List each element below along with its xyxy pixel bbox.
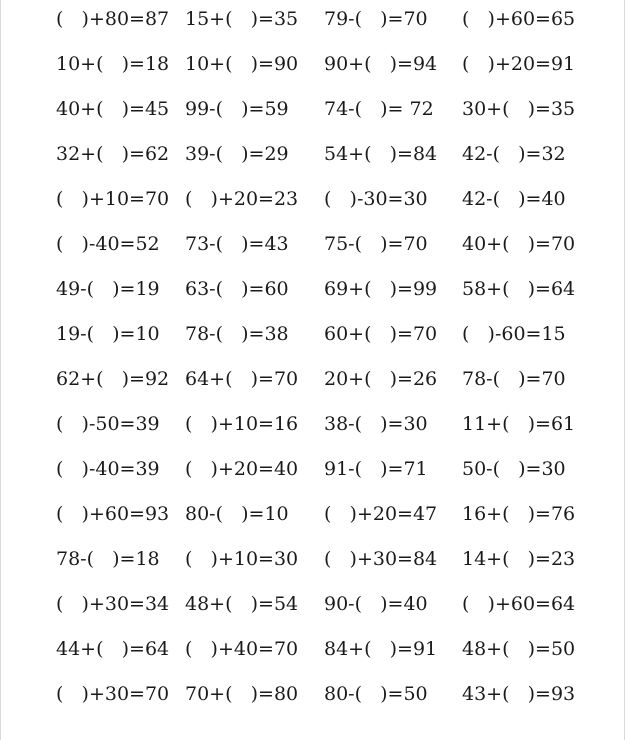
math-problem: ( )+60=64: [462, 593, 576, 615]
math-problem: 16+( )=76: [462, 503, 576, 525]
problem-row: [0, 267, 625, 312]
math-problem: 99-( )=59: [185, 98, 289, 120]
math-problem: ( )+80=87: [56, 8, 170, 30]
math-problem: 10+( )=18: [56, 53, 170, 75]
math-problem: 30+( )=35: [462, 98, 576, 120]
math-problem: ( )+10=16: [185, 413, 299, 435]
math-problem: 43+( )=93: [462, 683, 576, 705]
math-problem: 69+( )=99: [324, 278, 438, 300]
problem-row: [0, 672, 625, 717]
math-problem: 74-( )= 72: [324, 98, 434, 120]
math-problem: 40+( )=70: [462, 233, 576, 255]
math-problem: 54+( )=84: [324, 143, 438, 165]
problem-row: [0, 87, 625, 132]
math-problem: 63-( )=60: [185, 278, 289, 300]
problem-row: [0, 492, 625, 537]
math-problem: 70+( )=80: [185, 683, 299, 705]
math-problem: ( )+30=70: [56, 683, 170, 705]
math-problem: 73-( )=43: [185, 233, 289, 255]
math-problem: ( )+60=93: [56, 503, 170, 525]
math-problem: 42-( )=32: [462, 143, 566, 165]
math-problem: ( )+20=91: [462, 53, 576, 75]
math-problem: ( )+30=34: [56, 593, 170, 615]
math-problem: 91-( )=71: [324, 458, 428, 480]
math-problem: 50-( )=30: [462, 458, 566, 480]
math-problem: ( )+30=84: [324, 548, 438, 570]
math-problem: 48+( )=54: [185, 593, 299, 615]
math-problem: 60+( )=70: [324, 323, 438, 345]
math-problem: 90-( )=40: [324, 593, 428, 615]
math-problem: 90+( )=94: [324, 53, 438, 75]
problem-row: [0, 447, 625, 492]
math-problem: 64+( )=70: [185, 368, 299, 390]
math-problem: 10+( )=90: [185, 53, 299, 75]
math-problem: 78-( )=38: [185, 323, 289, 345]
math-problem: ( )+10=30: [185, 548, 299, 570]
problem-row: [0, 582, 625, 627]
math-problem: 80-( )=10: [185, 503, 289, 525]
math-problem: ( )-60=15: [462, 323, 566, 345]
math-problem: 62+( )=92: [56, 368, 170, 390]
problem-row: [0, 357, 625, 402]
problem-row: [0, 42, 625, 87]
math-problem: 39-( )=29: [185, 143, 289, 165]
problem-row: [0, 0, 625, 42]
problem-row: [0, 177, 625, 222]
math-problem: 49-( )=19: [56, 278, 160, 300]
math-problem: 20+( )=26: [324, 368, 438, 390]
math-problem: ( )-40=39: [56, 458, 160, 480]
math-problem: 15+( )=35: [185, 8, 299, 30]
problem-row: [0, 132, 625, 177]
math-problem: ( )+60=65: [462, 8, 576, 30]
math-problem: 58+( )=64: [462, 278, 576, 300]
math-problem: 48+( )=50: [462, 638, 576, 660]
math-problem: ( )+20=23: [185, 188, 299, 210]
math-problem: 14+( )=23: [462, 548, 576, 570]
math-problem: 80-( )=50: [324, 683, 428, 705]
math-problem: 79-( )=70: [324, 8, 428, 30]
problem-row: [0, 402, 625, 447]
problem-row: [0, 312, 625, 357]
math-problem: 40+( )=45: [56, 98, 170, 120]
math-problem: 42-( )=40: [462, 188, 566, 210]
math-problem: 11+( )=61: [462, 413, 576, 435]
math-problem: 78-( )=18: [56, 548, 160, 570]
math-problem: 84+( )=91: [324, 638, 438, 660]
math-problem: ( )+40=70: [185, 638, 299, 660]
math-problem: ( )+10=70: [56, 188, 170, 210]
math-problem: 32+( )=62: [56, 143, 170, 165]
math-problem: ( )-40=52: [56, 233, 160, 255]
math-problem: ( )+20=40: [185, 458, 299, 480]
math-problem: 19-( )=10: [56, 323, 160, 345]
problem-row: [0, 222, 625, 267]
math-problem: 75-( )=70: [324, 233, 428, 255]
math-problem: ( )-50=39: [56, 413, 160, 435]
math-problem: ( )+20=47: [324, 503, 438, 525]
problem-row: [0, 627, 625, 672]
math-problem: 44+( )=64: [56, 638, 170, 660]
math-problem: 38-( )=30: [324, 413, 428, 435]
math-problem: 78-( )=70: [462, 368, 566, 390]
math-problem: ( )-30=30: [324, 188, 428, 210]
problem-row: [0, 537, 625, 582]
